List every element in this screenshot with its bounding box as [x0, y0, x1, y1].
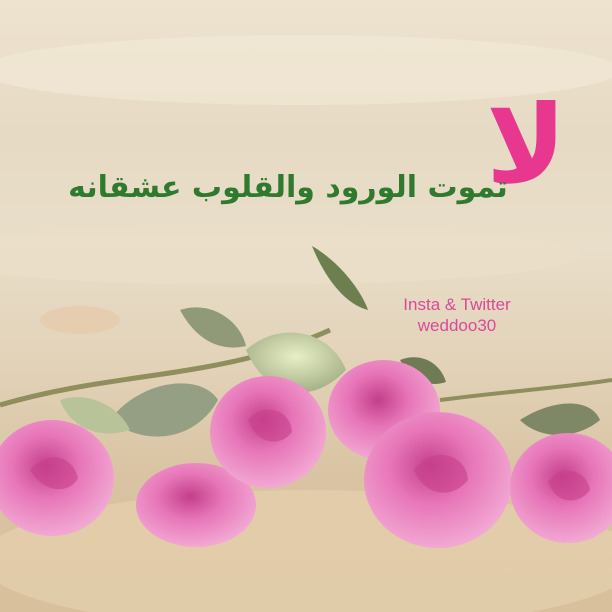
credit-line-platforms: Insta & Twitter [403, 295, 511, 314]
leaf [180, 307, 246, 347]
rose [364, 412, 512, 548]
pebble [40, 306, 120, 334]
leaf [520, 403, 600, 435]
headline-text: تموت الورود والقلوب عشقانه [68, 170, 508, 205]
credit-line-handle: weddoo30 [417, 316, 497, 335]
social-credit [382, 294, 532, 336]
rose [210, 376, 326, 488]
headline-la: لا [486, 83, 567, 208]
stem [440, 380, 612, 400]
bokeh-stripe [0, 225, 580, 285]
